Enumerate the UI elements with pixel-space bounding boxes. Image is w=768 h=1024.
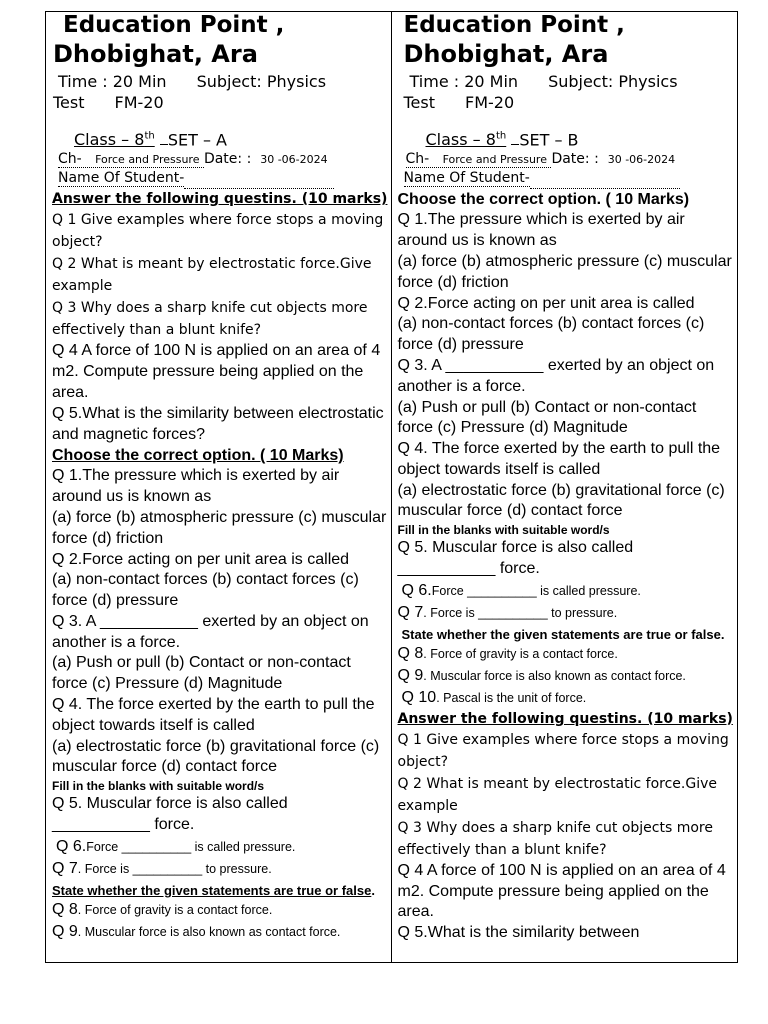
question-text: Q 3. A ___________ exerted by an object on another is a force. xyxy=(397,356,715,395)
test-label: Test xyxy=(403,93,436,112)
option-text: (a) Push or pull (b) Contact or non-contact force (c) Pressure (d) Magnitude xyxy=(52,654,351,693)
set-b-column xyxy=(392,12,738,962)
question-text: Q 5.What is the similarity between electrostatic and magnetic forces? xyxy=(52,404,384,443)
chapter-label: Ch- Force and Pressure xyxy=(58,151,204,168)
set-a-column xyxy=(46,12,392,962)
date-label: Date: : xyxy=(551,151,599,168)
set-a-body xyxy=(46,189,391,943)
school-location: Dhobighat, Ara xyxy=(403,40,609,68)
option-text: (a) force (b) atmospheric pressure (c) muscular force (d) friction xyxy=(52,508,387,547)
full-marks-label: FM-20 xyxy=(114,93,164,112)
time-label: Time : 20 Min xyxy=(58,72,167,91)
section-heading: Fill in the blanks with suitable word/s xyxy=(52,779,265,794)
question-text: Q 1.The pressure which is exerted by air around us is known as xyxy=(52,467,340,506)
student-name-line: Name Of Student- xyxy=(53,169,391,189)
class-label: Class – 8th xyxy=(425,130,507,150)
question-text: Q 1 Give examples where force stops a moving object? xyxy=(52,212,384,251)
question-text: Q 2 What is meant by electrostatic force.Give example xyxy=(52,256,372,295)
section-heading: State whether the given statements are true or false. xyxy=(52,882,375,898)
question-text: Q 9. Muscular force is also known as contact force. xyxy=(52,922,341,940)
test-line xyxy=(404,92,738,113)
question-text: Q 4 A force of 100 N is applied on an area of 4 m2. Compute pressure being applied on the area. xyxy=(397,861,726,921)
option-text: (a) force (b) atmospheric pressure (c) muscular force (d) friction xyxy=(397,252,732,291)
question-text: Q 7. Force is __________ to pressure. xyxy=(397,603,618,621)
option-text: (a) electrostatic force (b) gravitational force (c) muscular force (d) contact force xyxy=(397,481,725,520)
chapter-date-line xyxy=(53,150,391,169)
test-label: Test xyxy=(53,93,85,112)
time-subject-line xyxy=(404,71,738,92)
set-b-header xyxy=(392,12,738,189)
question-text: Q 4. The force exerted by the earth to pull the object towards itself is called xyxy=(397,440,721,478)
question-text: Q 8. Force of gravity is a contact force. xyxy=(52,900,273,918)
question-text: Q 8. Force of gravity is a contact force. xyxy=(397,644,618,662)
subject-label: Subject: Physics xyxy=(196,72,327,91)
option-text: (a) non-contact forces (b) contact forces (c) force (d) pressure xyxy=(397,315,705,354)
question-text: Q 3 Why does a sharp knife cut objects more effectively than a blunt knife? xyxy=(52,300,368,339)
question-text: Q 2.Force acting on per unit area is called xyxy=(52,550,350,568)
date-value: 30 -06-2024 xyxy=(260,153,328,167)
time-label: Time : 20 Min xyxy=(409,72,519,91)
class-set-line xyxy=(404,127,738,150)
question-text: Q 7. Force is __________ to pressure. xyxy=(52,859,272,877)
chapter-label: Ch- Force and Pressure xyxy=(406,151,552,168)
class-set-line xyxy=(53,127,391,150)
set-b-body xyxy=(392,189,738,944)
school-name: Education Point , xyxy=(403,12,625,38)
set-label: SET – A xyxy=(167,130,227,150)
question-text: Q 9. Muscular force is also known as contact force. xyxy=(397,666,686,684)
question-text: Q 5.What is the similarity between xyxy=(397,924,640,942)
class-label: Class – 8th xyxy=(74,130,155,150)
date-label: Date: : xyxy=(203,151,252,168)
section-heading: Choose the correct option. ( 10 Marks) xyxy=(397,191,690,209)
question-text: Q 4. The force exerted by the earth to pull the object towards itself is called xyxy=(52,696,375,734)
school-name: Education Point , xyxy=(63,12,285,38)
student-name-line: Name Of Student- xyxy=(404,169,738,189)
test-line xyxy=(53,92,391,113)
date-value: 30 -06-2024 xyxy=(607,153,676,167)
question-text: Q 5. Muscular force is also called ___________ force. xyxy=(52,795,288,834)
subject-label: Subject: Physics xyxy=(548,72,678,91)
question-paper xyxy=(45,11,738,963)
question-text: Q 3. A ___________ exerted by an object on another is a force. xyxy=(52,612,369,651)
question-text: Q 1.The pressure which is exerted by air around us is known as xyxy=(397,211,685,250)
question-text: Q 1 Give examples where force stops a moving object? xyxy=(397,731,729,770)
set-a-header xyxy=(46,12,391,189)
full-marks-label: FM-20 xyxy=(465,93,515,112)
set-label: SET – B xyxy=(519,130,579,150)
option-text: (a) Push or pull (b) Contact or non-contact force (c) Pressure (d) Magnitude xyxy=(397,398,697,437)
question-text: Q 4 A force of 100 N is applied on an area of 4 m2. Compute pressure being applied on the area. xyxy=(52,342,381,401)
question-text: Q 3 Why does a sharp knife cut objects more effectively than a blunt knife? xyxy=(397,819,713,858)
time-subject-line xyxy=(53,71,391,92)
question-text: Q 6.Force __________ is called pressure. xyxy=(56,837,296,855)
question-text: Q 10. Pascal is the unit of force. xyxy=(401,688,587,706)
option-text: (a) non-contact forces (b) contact forces (c) force (d) pressure xyxy=(52,571,359,610)
section-heading: Fill in the blanks with suitable word/s xyxy=(397,523,610,538)
chapter-date-line xyxy=(404,150,738,169)
section-heading: Answer the following questins. (10 marks) xyxy=(397,710,733,727)
section-heading: Choose the correct option. ( 10 Marks) xyxy=(52,447,344,465)
section-heading: Answer the following questins. (10 marks) xyxy=(52,191,388,208)
question-text: Q 2 What is meant by electrostatic force.Give example xyxy=(397,775,718,814)
question-text: Q 2.Force acting on per unit area is called xyxy=(397,294,695,312)
school-location: Dhobighat, Ara xyxy=(53,40,258,68)
question-text: Q 5. Muscular force is also called ___________ force. xyxy=(397,539,634,578)
section-heading: State whether the given statements are true or false. xyxy=(401,626,725,642)
option-text: (a) electrostatic force (b) gravitational force (c) muscular force (d) contact force xyxy=(52,737,380,776)
question-text: Q 6.Force __________ is called pressure. xyxy=(401,581,641,599)
